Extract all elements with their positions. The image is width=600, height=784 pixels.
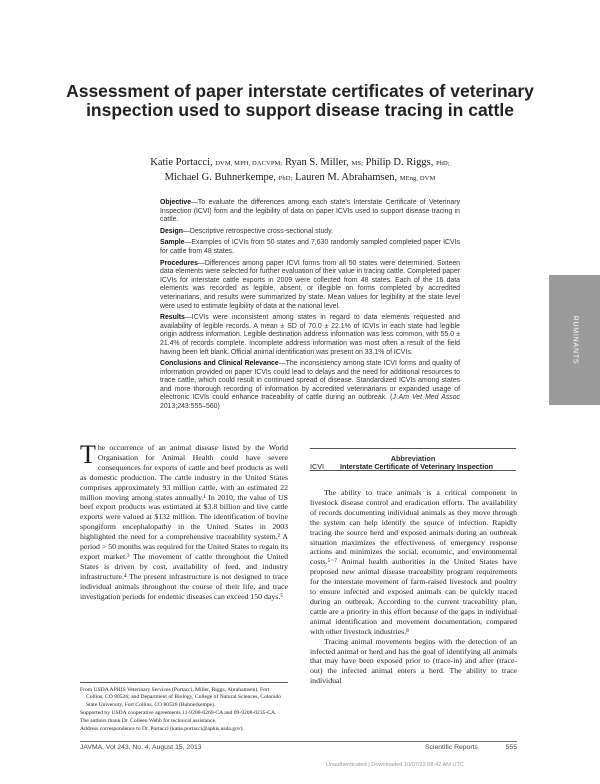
footnote-affiliation: From USDA APHIS Veterinary Services (Portacci, Miller, Riggs, Abrahamsen), Fort Collins, CO 80526; and Department of Biology, College of Natural Sciences, Colorado State University, Fort Collins, CO 80526 (Buhnerkempe).: [80, 687, 282, 708]
abbreviation-definition: Interstate Certificate of Veterinary Inspection: [340, 462, 493, 471]
author-credentials: PhD;: [435, 160, 450, 167]
author-name: Ryan S. Miller,: [284, 157, 349, 168]
abstract-sample: Sample—Examples of ICVIs from 50 states and 7,630 randomly sampled completed paper ICVIs for cattle from 48 states.: [160, 239, 460, 255]
footer-section: [425, 744, 517, 751]
abstract: [160, 199, 460, 415]
footer-section-label: Scientific Reports: [425, 744, 478, 751]
body-left-column: [80, 440, 288, 602]
drop-cap: T: [80, 440, 96, 469]
abbreviation-row: [310, 462, 516, 471]
footer-journal: JAVMA, Vol 243, No. 4, August 15, 2013: [80, 744, 202, 751]
abstract-conclusions: Conclusions and Clinical Relevance—The inconsistency among state ICVI forms and quality of information provided on paper ICVIs could lead to delays and the need for additional resources to trace cattle, which could result in continued spread of disease. Standardized ICVIs among states and more thorough recording of information by accredited veterinarians or expanded usage of electronic ICVIs could enhance traceability of cattle during an outbreak. (J Am Vet Med Assoc 2013;243:555–560): [160, 360, 460, 411]
author-credentials: DVM, MPH, DACVPM;: [215, 160, 283, 167]
author-list: [60, 156, 540, 186]
author-line-2: [60, 171, 540, 186]
intro-paragraph: he occurrence of an animal disease listed by the World Organisation for Animal Health could have severe consequences for exports of cattle and beef products as well as domestic production. The cattle industry in the United States comprises approximately 93 million cattle, with an estimated 22 million moving among states annually.¹ In 2010, the value of US beef export products was estimated at $3.8 billion and live cattle exports were valued at $132 million. The identification of bovine spongiform encephalopathy in the United States in 2003 highlighted the need for a comprehensive traceability system.² A period > 50 months was required for the United States to regain its export market.³ The movement of cattle throughout the United States is driven by cost, availability of feed, and industry infrastructure.⁴ The present infrastructure is not designed to trace individual animals throughout the course of their life, and trace investigation periods for endemic diseases can exceed 150 days.⁵: [80, 443, 288, 601]
footnotes: [80, 687, 288, 735]
side-tab-label: RUMINANTS: [571, 315, 578, 365]
abstract-objective: Objective—To evaluate the differences among each state's Interstate Certificate of Veterinary Inspection (ICVI) form and the legibility of data on paper ICVIs used to support disease tracing in cattle.: [160, 199, 460, 224]
abbreviation-term: ICVI: [310, 462, 324, 471]
citation-volume: 2013;243:555–560): [160, 403, 220, 411]
section-side-tab: [549, 275, 600, 405]
author-line-1: [60, 156, 540, 171]
body-paragraph: Tracing animal movements begins with the detection of an infected animal or herd and has the goal of identifying all animals that may have been exposed prior to (trace-in) and after (trace-out) the infected animal enters a herd. The ability to trace individual: [310, 636, 517, 686]
page-number: 555: [505, 744, 517, 751]
footnote-correspondence: Address correspondence to Dr. Portacci (katie.portacci@aphis.usda.gov).: [80, 726, 244, 733]
footnote-acknowledgment: The authors thank Dr. Colleen Webb for technical assistance.: [80, 718, 217, 725]
abstract-results: Results—ICVIs were inconsistent among states in regard to data elements requested and availability of legible records. A mean ± SD of 70.0 ± 22.1% of ICVIs in each state had legible origin address information. Legible destination address information was less common, with 55.0 ± 21.4% of records complete. Incomplete address information was most often a result of the field having been left blank. Official animal identification was present on 33.1% of ICVIs.: [160, 314, 460, 356]
author-name: Philip D. Riggs,: [365, 157, 434, 168]
abbreviation-heading: Abbreviation: [390, 454, 436, 463]
author-name: Lauren M. Abrahamsen,: [295, 172, 398, 183]
author-credentials: MS;: [351, 160, 364, 167]
abstract-design: Design—Descriptive retrospective cross-sectional study.: [160, 227, 333, 235]
article-title: Assessment of paper interstate certificates of veterinary inspection used to support disease tracing in cattle: [66, 81, 534, 120]
author-name: Michael G. Buhnerkempe,: [164, 172, 277, 183]
download-stamp: Unauthenticated | Downloaded 10/07/22 08:42 AM UTC: [326, 762, 464, 768]
body-paragraph: The ability to trace animals is a critical component in livestock disease control and eradication efforts. The availability of records documenting individual animals as they move through the system can help identify the source of infection. Rapidly tracing the source herd and exposed animals during an outbreak situation maximizes the effectiveness of emergency response actions and minimizes the social, economic, and environmental costs.⁵⁻⁷ Animal health authorities in the United States have proposed new animal disease traceability program requirements for the interstate movement of farm-raised livestock and poultry to ensure infected and exposed animals can be quickly traced during an outbreak. According to the current traceability plan, cattle are a priority in this effort because of the gaps in individual animal identification and movement documentation, compared with other livestock industries.⁸: [310, 488, 517, 636]
body-right-column: [310, 488, 517, 686]
footnote-divider: [80, 682, 288, 683]
footer-divider: [80, 741, 517, 742]
footnote-support: Supported by USDA cooperative agreements 11-9208-0269-CA and 09-9208-0235-CA.: [80, 709, 277, 716]
author-name: Katie Portacci,: [150, 157, 213, 168]
abstract-procedures: Procedures—Differences among paper ICVI forms from all 50 states were determined. Sixteen data elements were selected for further evaluation of their value in tracing cattle. Completed paper ICVIs for interstate cattle exports in 2009 were collected from 48 states. Each of the 16 data elements was recorded as legible, absent, or illegible on forms completed by accredited veterinarians, and results were summarized by state. Mean values for legibility at the state level were used to estimate legibility of data at the national level.: [160, 259, 460, 310]
author-credentials: MEng, DVM: [399, 175, 436, 182]
author-credentials: PhD;: [278, 175, 293, 182]
citation-journal: J Am Vet Med Assoc: [392, 394, 460, 402]
